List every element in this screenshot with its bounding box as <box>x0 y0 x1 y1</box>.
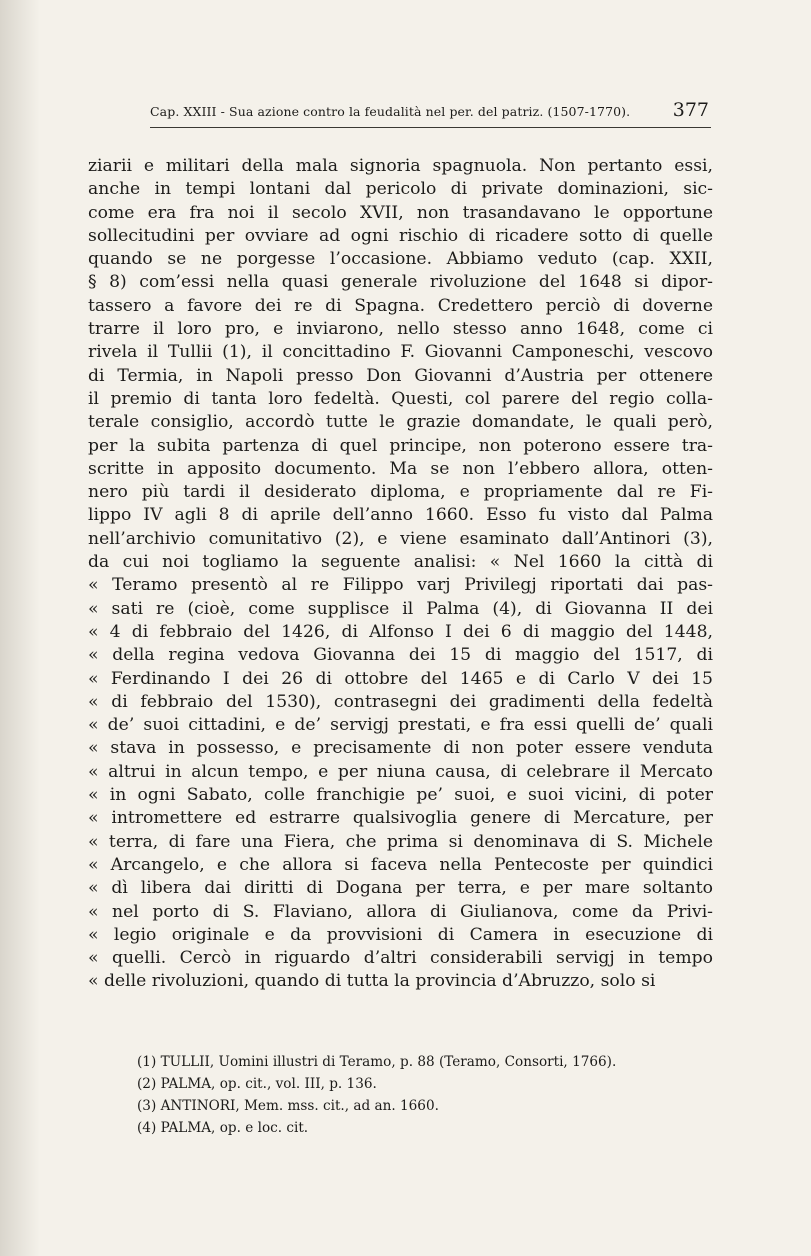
text-line: « delle rivoluzioni, quando di tutta la provincia d’Abruzzo, solo si <box>88 971 656 992</box>
text-line: « dì libera dai diritti di Dogana per terra, e per mare soltanto <box>88 878 713 899</box>
text-line: « altrui in alcun tempo, e per niuna causa, di celebrare il Mercato <box>88 761 713 782</box>
main-text <box>88 155 713 994</box>
text-line: per la subita partenza di quel principe, non poterono essere tra- <box>88 435 713 456</box>
text-line: « 4 di febbraio del 1426, di Alfonso I dei 6 di maggio del 1448, <box>88 621 713 642</box>
page-gutter-shadow <box>0 0 40 1256</box>
text-line: rivela il Tullii (1), il concittadino F. Giovanni Camponeschi, vescovo <box>88 342 713 363</box>
text-line: il premio di tanta loro fedeltà. Questi, col parere del regio colla- <box>88 388 713 409</box>
text-line: « di febbraio del 1530), contrasegni dei gradimenti della fedeltà <box>88 691 713 712</box>
text-line: scritte in apposito documento. Ma se non l’ebbero allora, otten- <box>88 458 713 479</box>
text-line: « Teramo presentò al re Filippo varj Privilegj riportati dai pas- <box>88 575 713 596</box>
text-line: « Ferdinando I dei 26 di ottobre del 1465 e di Carlo V dei 15 <box>88 668 713 689</box>
text-line: terale consiglio, accordò tutte le grazie domandate, le quali però, <box>88 412 713 433</box>
text-line: nell’archivio comunitativo (2), e viene esaminato dall’Antinori (3), <box>88 528 713 549</box>
text-line: « terra, di fare una Fiera, che prima si denominava di S. Michele <box>88 831 713 852</box>
text-line: § 8) com’essi nella quasi generale rivoluzione del 1648 si dipor- <box>88 272 713 293</box>
text-line: « quelli. Cercò in riguardo d’altri considerabili servigj in tempo <box>88 948 713 969</box>
footnote: (1) TULLII, Uomini illustri di Teramo, p. 88 (Teramo, Consorti, 1766). <box>137 1054 617 1070</box>
text-line: lippo IV agli 8 di aprile dell’anno 1660. Esso fu visto dal Palma <box>88 505 713 526</box>
text-line: « nel porto di S. Flaviano, allora di Giulianova, come da Privi- <box>88 901 713 922</box>
text-line: anche in tempi lontani dal pericolo di private dominazioni, sic- <box>88 179 713 200</box>
text-line: sollecitudini per ovviare ad ogni rischio di ricadere sotto di quelle <box>88 225 713 246</box>
text-line: tassero a favore dei re di Spagna. Credettero perciò di doverne <box>88 295 713 316</box>
text-line: « legio originale e da provvisioni di Camera in esecuzione di <box>88 924 713 945</box>
text-line: « de’ suoi cittadini, e de’ servigj prestati, e fra essi quelli de’ quali <box>88 715 713 736</box>
running-title: Cap. XXIII - Sua azione contro la feudalità nel per. del patriz. (1507-1770). <box>150 104 631 119</box>
text-line: ziarii e militari della mala signoria spagnuola. Non pertanto essi, <box>88 156 713 176</box>
text-line: di Termia, in Napoli presso Don Giovanni d’Austria per ottenere <box>88 365 713 386</box>
footnotes <box>137 1051 717 1139</box>
text-line: da cui noi togliamo la seguente analisi: « Nel 1660 la città di <box>88 552 713 573</box>
text-line: trarre il loro pro, e inviarono, nello stesso anno 1648, come ci <box>88 319 713 340</box>
footnote: (3) ANTINORI, Mem. mss. cit., ad an. 1660. <box>137 1098 439 1114</box>
text-line: come era fra noi il secolo XVII, non trasandavano le opportune <box>88 202 713 223</box>
running-header <box>150 101 711 128</box>
text-line: quando se ne porgesse l’occasione. Abbiamo veduto (cap. XXII, <box>88 249 713 270</box>
text-line: « Arcangelo, e che allora si faceva nella Pentecoste per quindici <box>88 854 713 875</box>
text-line: « intromettere ed estrarre qualsivoglia genere di Mercature, per <box>88 808 713 829</box>
text-line: nero più tardi il desiderato diploma, e propriamente dal re Fi- <box>88 482 713 503</box>
text-line: « in ogni Sabato, colle franchigie pe’ suoi, e suoi vicini, di poter <box>88 785 713 806</box>
footnote: (4) PALMA, op. e loc. cit. <box>137 1120 309 1136</box>
text-line: « della regina vedova Giovanna dei 15 di maggio del 1517, di <box>88 645 713 666</box>
text-line: « stava in possesso, e precisamente di non poter essere venduta <box>88 738 713 759</box>
footnote: (2) PALMA, op. cit., vol. III, p. 136. <box>137 1076 377 1092</box>
page-number: 377 <box>672 99 709 121</box>
text-line: « sati re (cioè, come supplisce il Palma (4), di Giovanna II dei <box>88 598 713 619</box>
